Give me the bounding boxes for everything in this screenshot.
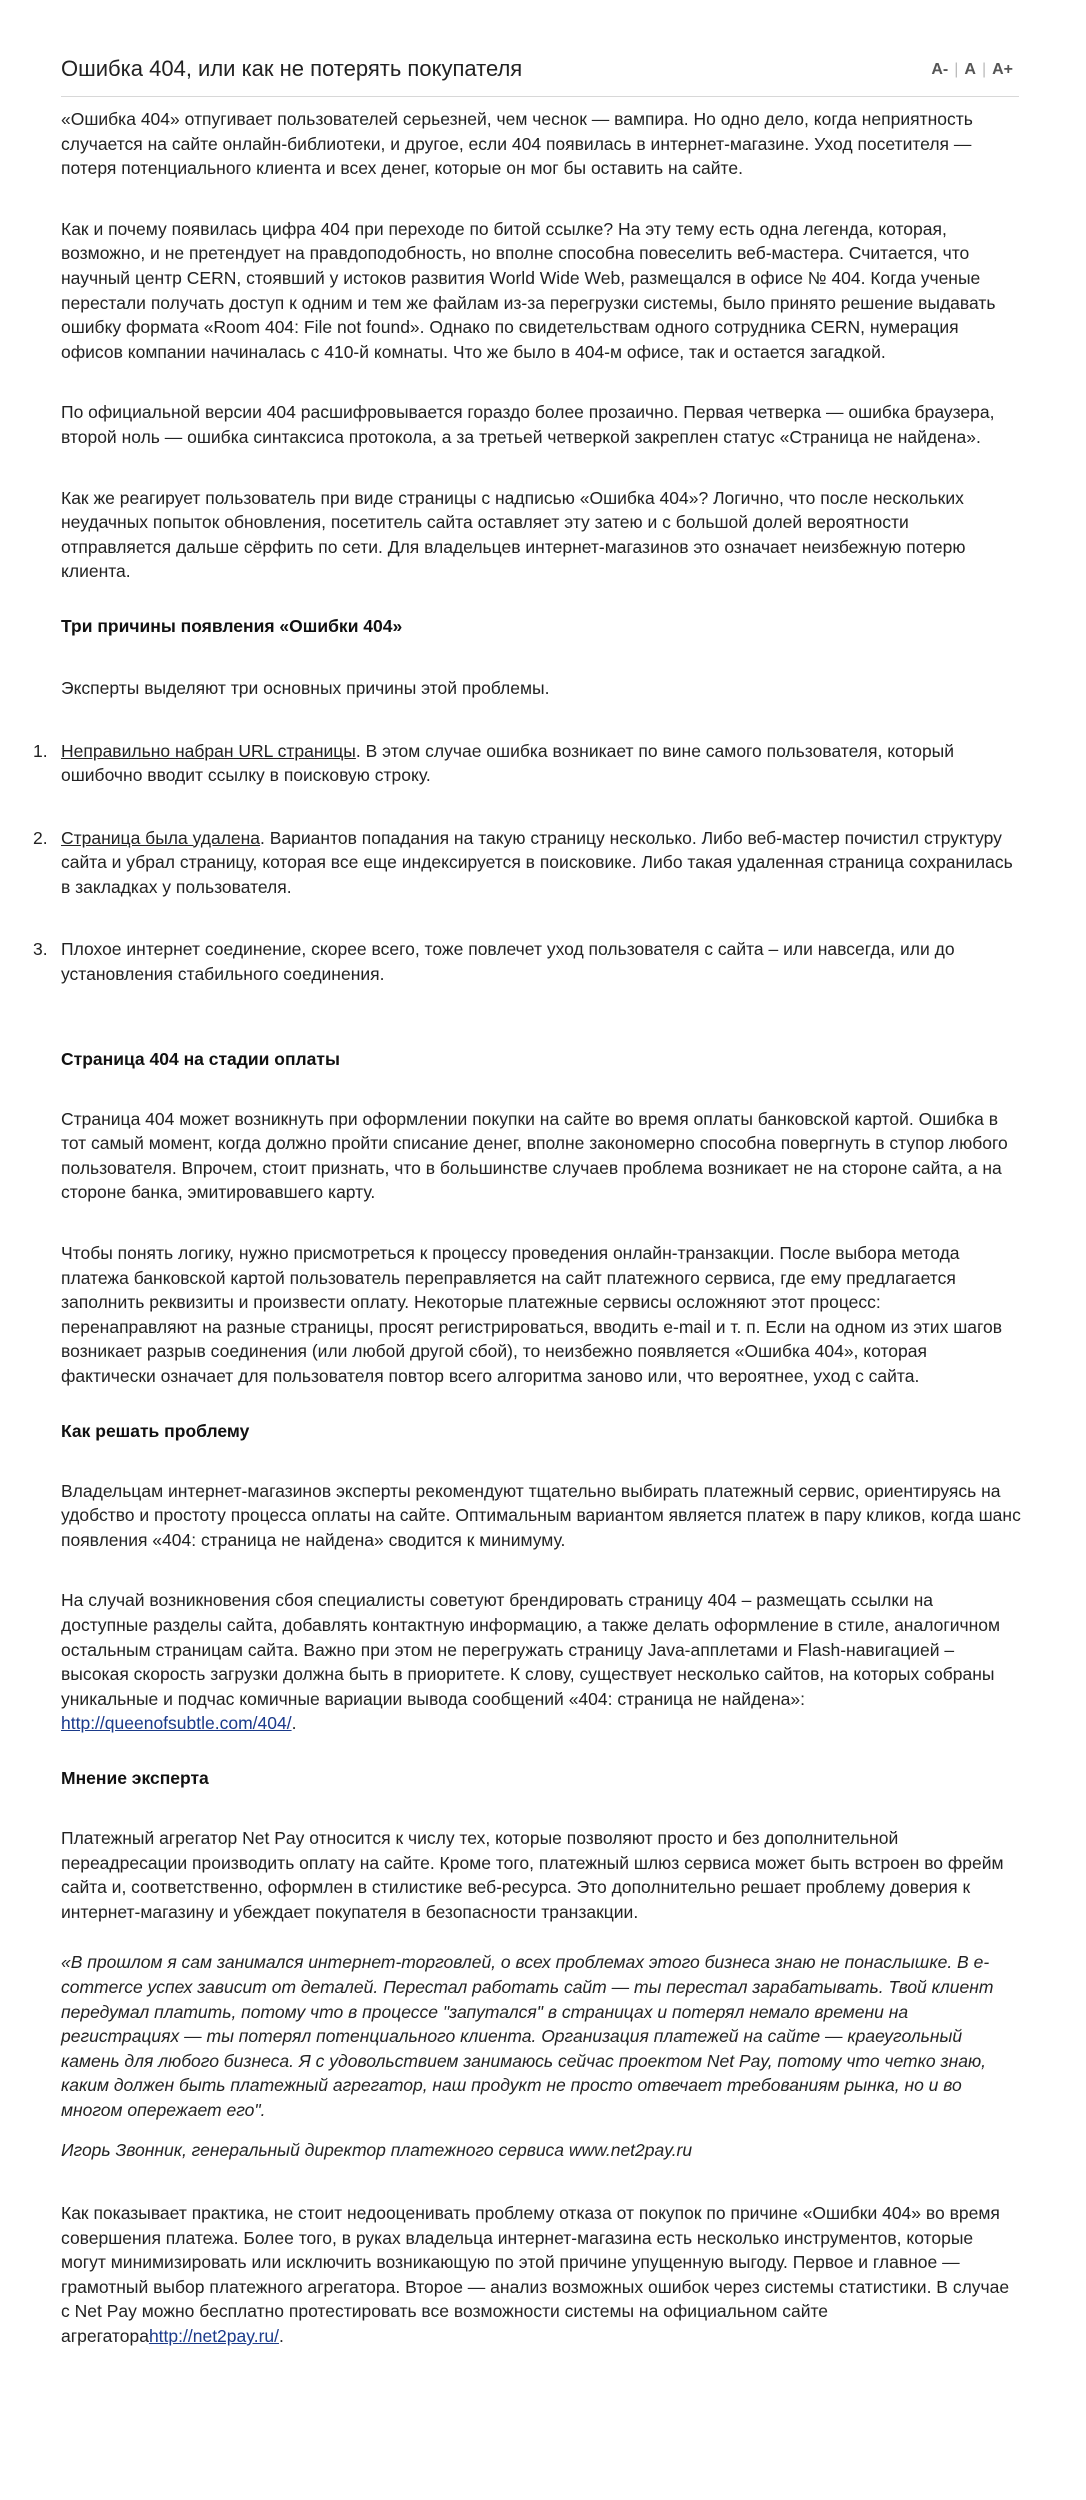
solution-paragraph-2 bbox=[61, 1588, 1021, 1736]
reason-link-wrong-url[interactable]: Неправильно набран URL страницы bbox=[61, 740, 356, 761]
font-decrease-button[interactable]: A- bbox=[931, 61, 949, 78]
intro-paragraph-4: Как же реагирует пользователь при виде страницы с надписью «Ошибка 404»? Логично, что после нескольких неудачных попыток обновления, посетитель сайта оставляет эту затею и с большой долей вероятности отправляется дальше сёрфить по сети. Для владельцев интернет-магазинов это означает неизбежную потерю клиента. bbox=[61, 487, 966, 582]
list-item-text: . Вариантов попадания на такую страницу несколько. Либо веб-мастер почистил структуру сайта и убрал страницу, которая все еще индексируется в поисковике. Либо такая удаленная страница сохранилась в закладках у пользователя. bbox=[61, 827, 1013, 897]
expert-heading: Мнение эксперта bbox=[61, 1767, 209, 1788]
font-controls-separator: | bbox=[954, 61, 959, 78]
font-controls-separator: | bbox=[981, 61, 987, 78]
queenofsubtle-link[interactable]: http://queenofsubtle.com/404/ bbox=[61, 1713, 292, 1734]
intro-paragraph-1: «Ошибка 404» отпугивает пользователей серьезней, чем чеснок — вампира. Но одно дело, когда неприятность случается на сайте онлайн-библиотеки, и другое, если 404 появилась в интернет-магазине. Уход посетителя — потеря потенциального клиента и всех денег, которые он мог бы оставить на сайте. bbox=[61, 109, 973, 179]
solution-heading: Как решать проблему bbox=[61, 1420, 250, 1441]
list-item bbox=[33, 826, 1021, 900]
intro-paragraph-3: По официальной версии 404 расшифровывается гораздо более прозаично. Первая четверка — ошибка браузера, второй ноль — ошибка синтаксиса протокола, а за третьей четверкой закреплен статус «Страница не найдена». bbox=[61, 402, 995, 447]
list-item-number: 3. bbox=[33, 939, 48, 960]
solution-paragraph-2-text: На случай возникновения сбоя специалисты советуют брендировать страницу 404 – размещать ссылки на доступные разделы сайта, добавлять контактную информацию, а также делать оформление в стиле, аналогичном остальным страницам сайта. Важно при этом не перегружать страницу Java-апплетами и Flash-навигацией – высокая скорость загрузки должна быть в приоритете. К слову, существует несколько сайтов, на которых собраны уникальные и подчас комичные вариации вывода сообщений «404: страница не найдена»: bbox=[61, 1590, 1001, 1709]
list-item-text: . В этом случае ошибка возникает по вине самого пользователя, который ошибочно вводит ссылку в поисковую строку. bbox=[61, 740, 955, 786]
expert-paragraph-2 bbox=[61, 2201, 1021, 2349]
reasons-lead: Эксперты выделяют три основных причины этой проблемы. bbox=[61, 677, 550, 698]
list-item bbox=[33, 739, 1021, 788]
payment-paragraph-1: Страница 404 может возникнуть при оформлении покупки на сайте во время оплаты банковской картой. Ошибка в тот самый момент, когда должно пройти списание денег, вполне закономерно способна повергнуть в ступор любого пользователя. Впрочем, стоит признать, что в большинстве случаев проблема возникает не на стороне сайта, а на стороне банка, эмитировавшего карту. bbox=[61, 1108, 1008, 1203]
solution-paragraph-2-end: . bbox=[291, 1713, 297, 1734]
expert-paragraph-1: Платежный агрегатор Net Pay относится к числу тех, которые позволяют просто и без дополнительной переадресации производить оплату на сайте. Кроме того, платежный шлюз сервиса может быть встроен во фрейм сайта и, соответственно, оформлен в стилистике веб-ресурса. Это дополнительно решает проблему доверия к интернет-магазину и убеждает покупателя в безопасности транзакции. bbox=[61, 1827, 1004, 1922]
font-increase-button[interactable]: A+ bbox=[992, 61, 1013, 78]
intro-paragraph-2: Как и почему появилась цифра 404 при переходе по битой ссылке? На эту тему есть одна легенда, которая, возможно, и не претендует на правдоподобность, но вполне способна повеселить веб-мастера. Считается, что научный центр CERN, стоявший у истоков развития World Wide Web, размещался в офисе № 404. Когда ученые перестали получать доступ к одним и тем же файлам из-за перегрузки системы, было принято решение выдавать ошибку формата «Room 404: File not found». Однако по свидетельствам одного сотрудника CERN, нумерация офисов компании начиналась с 410-й комнаты. Что же было в 404-м офисе, так и остается загадкой. bbox=[61, 218, 996, 362]
expert-paragraph-2-end: . bbox=[279, 2326, 284, 2347]
list-item-number: 1. bbox=[33, 740, 48, 761]
payment-heading: Страница 404 на стадии оплаты bbox=[61, 1048, 340, 1069]
payment-paragraph-2: Чтобы понять логику, нужно присмотреться к процессу проведения онлайн-транзакции. После выбора метода платежа банковской картой пользователь переправляется на сайт платежного сервиса, где ему предлагается заполнить реквизиты и произвести оплату. Некоторые платежные сервисы осложняют этот процесс: перенаправляют на разные страницы, просят регистрироваться, вводить e-mail и т. п. Если на одном из этих шагов возникает разрыв соединения (или любой другой сбой), то неизбежно появляется «Ошибка 404», которая фактически означает для пользователя повтор всего алгоритма заново или, что вероятнее, уход с сайта. bbox=[61, 1243, 1003, 1386]
reasons-list bbox=[33, 739, 1021, 987]
font-size-controls bbox=[931, 60, 1013, 80]
expert-paragraph-2-text: Как показывает практика, не стоит недооценивать проблему отказа от покупок по причине «Ошибки 404» во время совершения платежа. Более того, в руках владельца интернет-магазина есть несколько инструментов, которые могут минимизировать или исключить возникающую по этой причине упущенную выгоду. Первое и главное — грамотный выбор платежного агрегатора. Второе — анализ возможных ошибок через системы статистики. В случае с Net Pay можно бесплатно протестировать все возможности системы на официальном сайте агрегатора bbox=[61, 2203, 1010, 2347]
expert-quote: «В прошлом я сам занимался интернет-торговлей, о всех проблемах этого бизнеса знаю не понаслышке. В e-commerce успех зависит от деталей. Перестал работать сайт — ты перестал зарабатывать. Твой клиент передумал платить, потому что в процессе "запутался" в страницах и потерял немало времени на регистрациях — ты потерял потенциального клиента. Организация платежей на сайте — краеугольный камень для любого бизнеса. Я с удовольствием занимаюсь сейчас проектом Net Pay, потому что четко знаю, каким должен быть платежный агрегатор, наш продукт не просто отвечает требованиям рынка, но и во многом опережает его". bbox=[61, 1952, 994, 2120]
expert-author: Игорь Звонник, генеральный директор платежного сервиса www.net2pay.ru bbox=[61, 2140, 693, 2161]
page-title: Ошибка 404, или как не потерять покупателя bbox=[61, 56, 523, 81]
list-item bbox=[33, 937, 1021, 986]
solution-paragraph-1: Владельцам интернет-магазинов эксперты рекомендуют тщательно выбирать платежный сервис, ориентируясь на удобство и простоту процесса оплаты на сайте. Оптимальным вариантом является платеж в пару кликов, когда шанс появления «404: страница не найдена» сводится к минимуму. bbox=[61, 1480, 1021, 1550]
net2pay-link[interactable]: http://net2pay.ru/ bbox=[148, 2326, 279, 2347]
article-header bbox=[61, 54, 1019, 97]
reasons-heading: Три причины появления «Ошибки 404» bbox=[61, 615, 403, 636]
list-item-text: Плохое интернет соединение, скорее всего, тоже повлечет уход пользователя с сайта – или навсегда, или до установления стабильного соединения. bbox=[61, 939, 955, 985]
reason-link-page-deleted[interactable]: Страница была удалена bbox=[61, 827, 261, 848]
font-normal-button[interactable]: A bbox=[964, 61, 976, 78]
article-body bbox=[33, 107, 1021, 2349]
list-item-number: 2. bbox=[33, 827, 48, 848]
